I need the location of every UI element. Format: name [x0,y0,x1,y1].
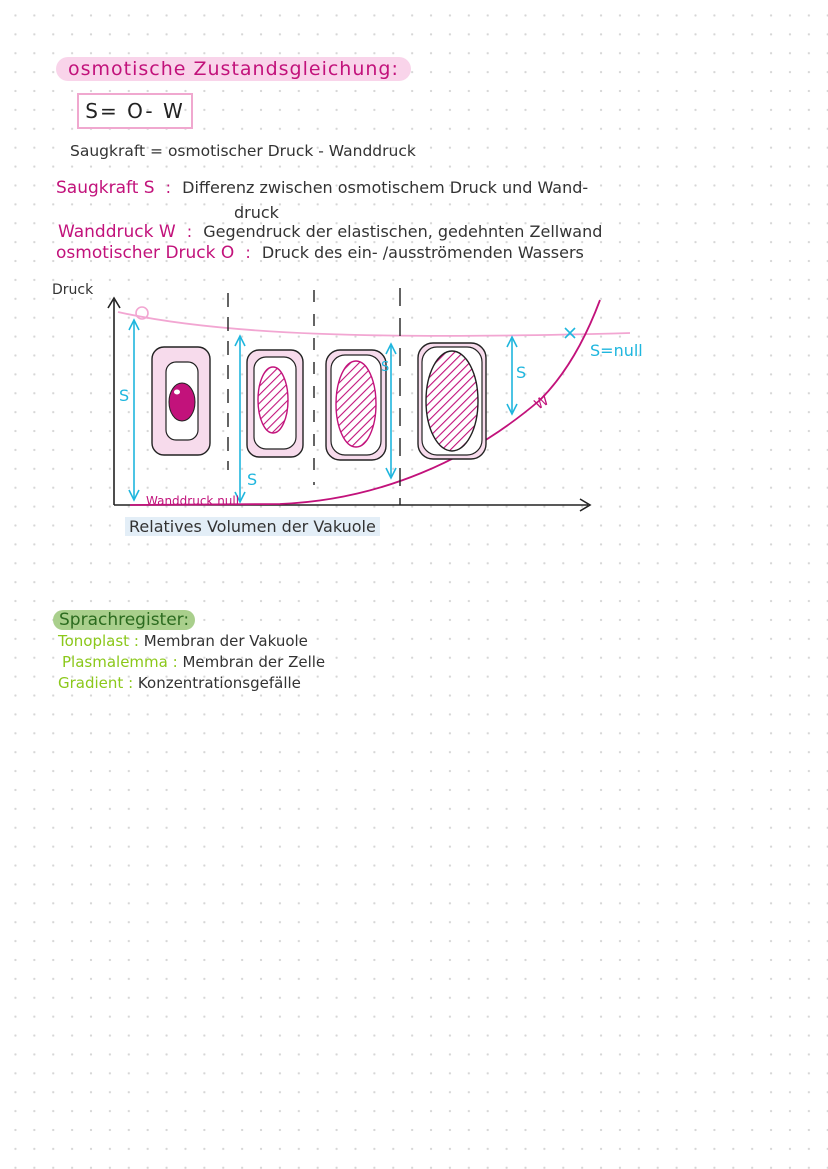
osmotic-pressure-curve [118,312,630,336]
register-title: Sprachregister: [53,610,195,630]
definition-sep: : [245,243,251,262]
suction-label: S [381,360,390,375]
definition-term: osmotischer Druck O [56,243,235,263]
s-null-label: S=null [590,341,643,360]
suction-label: S [247,470,258,489]
vacuole [426,351,478,451]
plant-cell-3 [326,350,386,460]
register-text: Membran der Zelle [182,653,326,671]
definition-term: Wanddruck W [58,222,176,242]
wall-pressure-label: W [531,392,552,414]
suction-label: S [516,363,527,382]
x-axis-label: Relatives Volumen der Vakuole [125,517,380,536]
vacuole-highlight [174,390,180,395]
register-item [62,653,325,671]
register-term: Gradient [58,674,124,692]
suction-label: S [119,386,130,405]
register-sep: : [128,674,134,692]
equation-line: Saugkraft = osmotischer Druck - Wanddruck [70,142,416,160]
vacuole [336,361,376,447]
register-item [58,632,308,650]
register-item [58,674,301,692]
formula-box: S= O- W [77,93,193,129]
definition-text: Gegendruck der elastischen, gedehnten Zellwand [203,222,603,241]
register-text: Membran der Vakuole [143,632,308,650]
definition-text: Differenz zwischen osmotischem Druck und Wand- [182,178,589,197]
register-sep: : [172,653,178,671]
plant-cell-1 [152,347,210,455]
register-term: Plasmalemma [62,653,168,671]
plant-cell-2 [247,350,303,457]
register-sep: : [133,632,139,650]
wall-pressure-null-label: Wanddruck null [146,494,240,508]
page-title: osmotische Zustandsgleichung: [56,57,411,81]
vacuole [169,383,195,421]
register-text: Konzentrationsgefälle [137,674,301,692]
vacuole [258,367,288,433]
definition-term: Saugkraft S [56,178,155,198]
definition-text-continued: druck [234,203,279,222]
definition-sep: : [165,178,172,197]
register-term: Tonoplast [58,632,130,650]
definition-text: Druck des ein- /ausströmenden Wassers [261,243,584,262]
definition-sep: : [186,222,193,241]
plant-cell-4 [418,343,486,459]
y-axis-label: Druck [52,282,94,298]
